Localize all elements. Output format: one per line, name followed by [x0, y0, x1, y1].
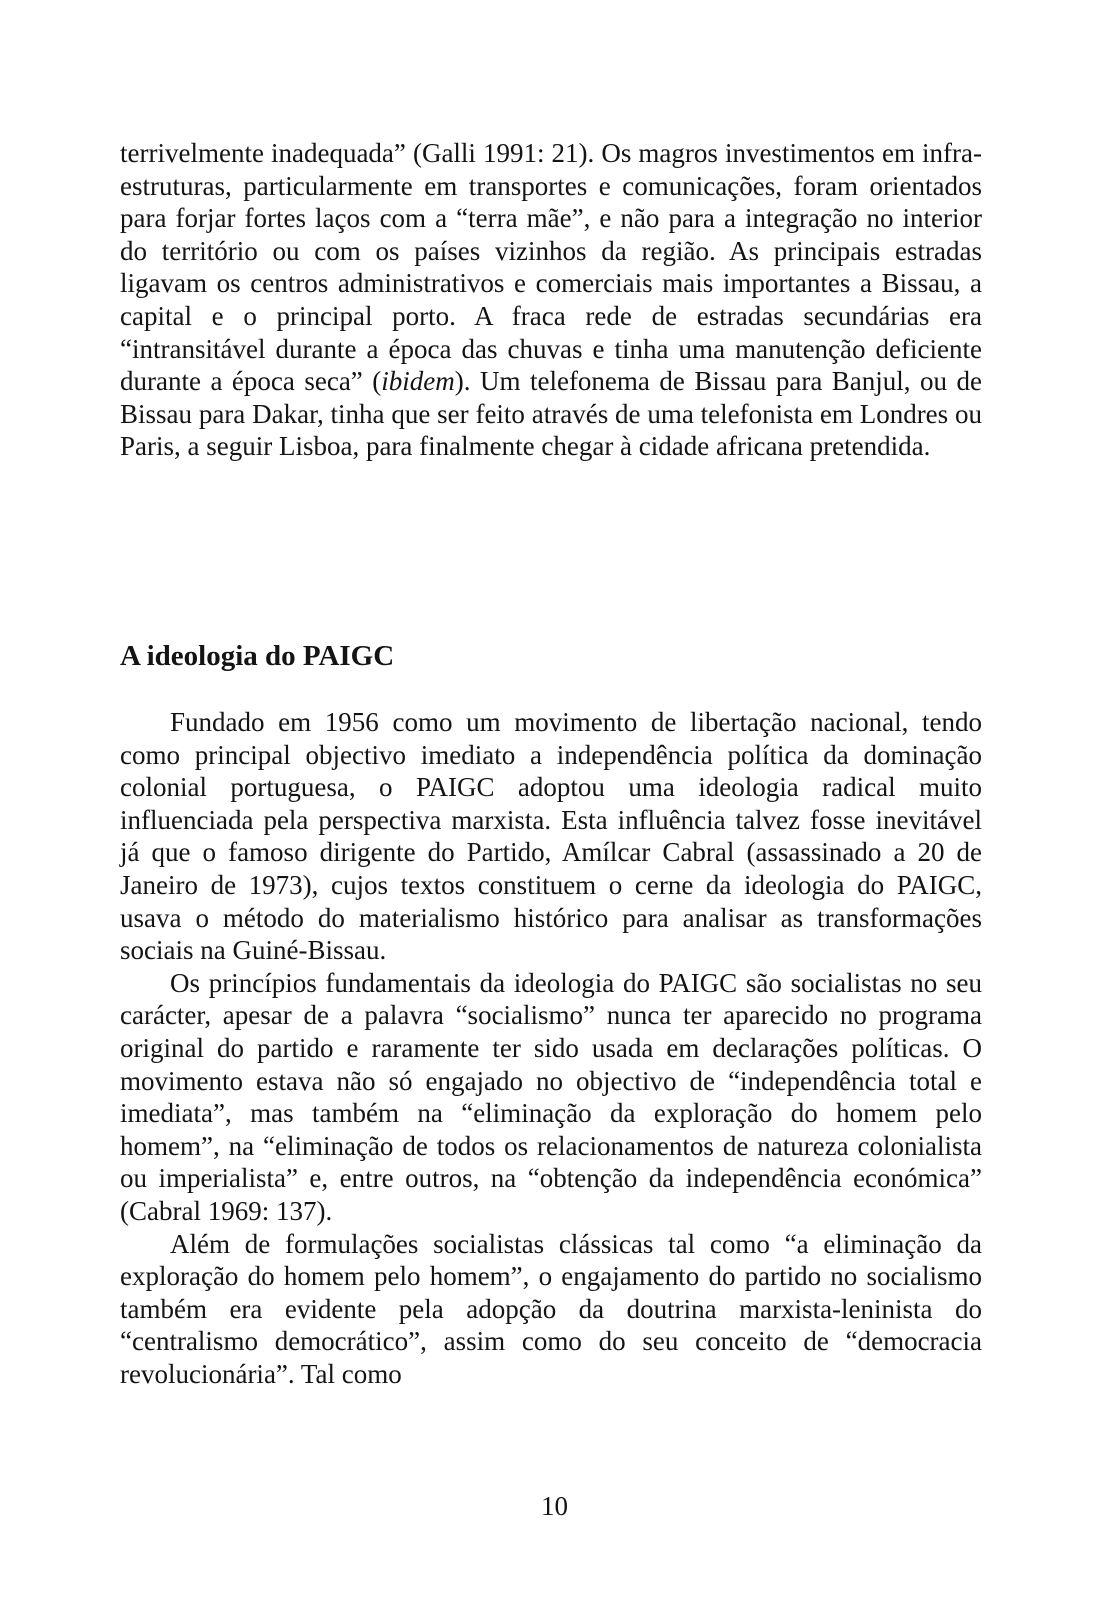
paragraph-paigc-founding: Fundado em 1956 como um movimento de libertação nacional, tendo como principal objectivo imediato a independência política da dominação colonial portuguesa, o PAIGC adoptou uma ideologia radical muito influenciada pela perspectiva marxista. Esta influência talvez fosse inevitável já que o famoso dirigente do Partido, Amílcar Cabral (assassinado a 20 de Janeiro de 1973), cujos textos constituem o cerne da ideologia do PAIGC, usava o método do materialismo histórico para analisar as transformações sociais na Guiné-Bissau. — [120, 707, 982, 966]
ibidem-citation: ibidem — [381, 366, 455, 397]
paragraph-1-text-end: ). Um telefonema de Bissau para Banjul, ou de Bissau para Dakar, tinha que ser feito através de uma telefonista em Londres ou Paris, a seguir Lisboa, para finalmente chegar à cidade africana pretendida. — [120, 366, 982, 462]
paragraph-colonial-infrastructure — [120, 137, 982, 463]
section-heading: A ideologia do PAIGC — [120, 640, 395, 672]
section-body — [120, 706, 982, 1390]
page-number: 10 — [541, 1491, 568, 1521]
paragraph-democratic-centralism: Além de formulações socialistas clássicas tal como “a eliminação da exploração do homem pelo homem”, o engajamento do partido no socialismo também era evidente pela adopção da doutrina marxista-leninista do “centralismo democrático”, assim como do seu conceito de “democracia revolucionária”. Tal como — [120, 1228, 982, 1389]
paragraph-socialist-principles: Os princípios fundamentais da ideologia do PAIGC são socialistas no seu carácter, apesar de a palavra “socialismo” nunca ter aparecido no programa original do partido e raramente ter sido usada em declarações políticas. O movimento estava não só engajado no objectivo de “independência total e imediata”, mas também na “eliminação da exploração do homem pelo homem”, na “eliminação de todos os relacionamentos de natureza colonialista ou imperialista” e, entre outros, na “obtenção da independência económica” (Cabral 1969: 137). — [120, 967, 982, 1226]
paragraph-1-text: terrivelmente inadequada” (Galli 1991: 21). Os magros investimentos em infra-estruturas, particularmente em transportes e comunicações, foram orientados para forjar fortes laços com a “terra mãe”, e não para a integração no interior do território ou com os países vizinhos da região. As principais estradas ligavam os centros administrativos e comerciais mais importantes a Bissau, a capital e o principal porto. A fraca rede de estradas secundárias era “intransitável durante a época das chuvas e tinha uma manutenção deficiente durante a época seca” ( — [120, 138, 982, 397]
